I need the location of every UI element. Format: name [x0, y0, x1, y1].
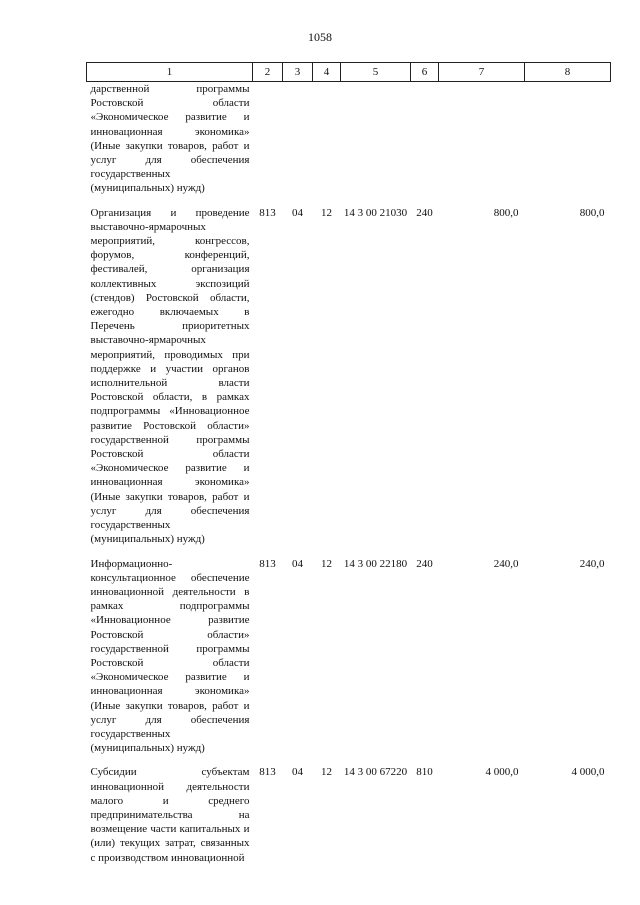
cell-amount-year1 [439, 82, 525, 202]
cell-section: 04 [292, 766, 303, 779]
cell-ministry-code: 813 [259, 766, 276, 779]
cell-subsection: 12 [321, 206, 332, 219]
cell-amount-year2 [525, 82, 611, 202]
row-description: Информационно-консультационное обеспечение инновационной деятельности в рамках подпрограммы «Инновационное развитие Ростовской области» государственной программы Ростовской области «Экономическое развитие и инновационная экономика» (Иные закупки товаров, работ и услуг для обеспечения государственных (муниципальных) нужд) [90, 557, 250, 755]
cell-expense-type: 810 [416, 766, 433, 779]
table-row [87, 202, 611, 553]
cell-ministry-code: 813 [259, 557, 276, 570]
cell-expense-type: 240 [416, 206, 433, 219]
column-header: 5 [341, 63, 411, 82]
cell-expense-type: 240 [416, 557, 433, 570]
cell-section: 04 [292, 557, 303, 570]
table-row [87, 82, 611, 202]
cell-subsection: 12 [321, 766, 332, 779]
cell-subsection: 12 [321, 557, 332, 570]
cell-amount-year1: 240,0 [493, 557, 519, 570]
page-number: 1058 [308, 30, 332, 44]
cell-target-article [341, 82, 411, 202]
table-row [87, 761, 611, 870]
cell-section: 04 [292, 206, 303, 219]
cell-ministry-code: 813 [259, 206, 276, 219]
table-row [87, 553, 611, 762]
cell-ministry-code [253, 82, 283, 202]
cell-amount-year1: 4 000,0 [485, 766, 519, 779]
cell-target-article: 14 3 00 67220 [343, 766, 408, 779]
cell-subsection [313, 82, 341, 202]
cell-expense-type [411, 82, 439, 202]
cell-target-article: 14 3 00 21030 [343, 206, 408, 219]
column-header: 7 [439, 63, 525, 82]
table-header-row [87, 63, 611, 82]
row-description: Организация и проведение выставочно-ярмарочных мероприятий, конгрессов, форумов, конференций, фестивалей, организация коллективных экспозиций (стендов) Ростовской области, ежегодно включаемых в Перечень приоритетных выставочно-ярмарочных мероприятий, проводимых при поддержке и участии органов исполнительной власти Ростовской области, в рамках подпрограммы «Инновационное развитие Ростовской области» государственной программы Ростовской области «Экономическое развитие и инновационная экономика» (Иные закупки товаров, работ и услуг для обеспечения государственных (муниципальных) нужд) [90, 206, 250, 546]
cell-amount-year2: 240,0 [579, 557, 605, 570]
column-header: 2 [253, 63, 283, 82]
budget-table-container [86, 62, 610, 871]
cell-amount-year1: 800,0 [493, 206, 519, 219]
budget-table [86, 62, 611, 871]
cell-amount-year2: 800,0 [579, 206, 605, 219]
row-description: Субсидии субъектам инновационной деятельности малого и среднего предпринимательства на возмещение части капитальных и (или) текущих затрат, связанных с производством инновационной [90, 766, 250, 864]
cell-section [283, 82, 313, 202]
column-header: 1 [87, 63, 253, 82]
column-header: 8 [525, 63, 611, 82]
column-header: 4 [313, 63, 341, 82]
column-header: 6 [411, 63, 439, 82]
row-description: дарственной программы Ростовской области «Экономическое развитие и инновационная экономика» (Иные закупки товаров, работ и услуг для обеспечения государственных (муниципальных) нужд) [90, 83, 250, 195]
column-header: 3 [283, 63, 313, 82]
cell-amount-year2: 4 000,0 [571, 766, 605, 779]
cell-target-article: 14 3 00 22180 [343, 557, 408, 570]
